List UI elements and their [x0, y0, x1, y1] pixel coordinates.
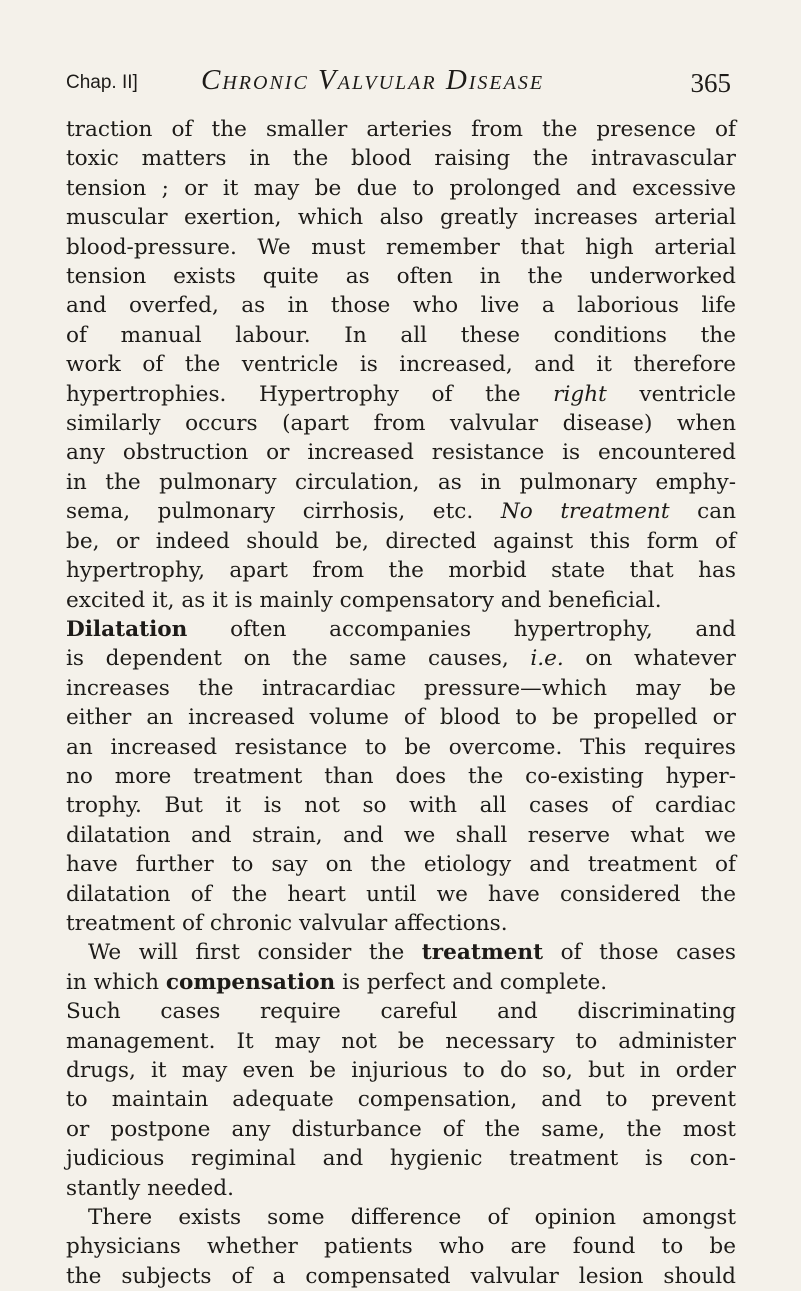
bold-term: compensation — [165, 969, 336, 995]
text-segment: on whatever — [563, 646, 736, 672]
text-line — [66, 174, 736, 203]
text-line — [66, 115, 736, 144]
text-line — [66, 821, 736, 850]
text-segment: either an increased volume of blood to be propelled or — [66, 705, 736, 731]
text-line — [66, 791, 736, 820]
text-segment: can — [669, 499, 736, 525]
page-number: 365 — [690, 68, 731, 98]
text-segment: is dependent on the same causes, — [66, 646, 531, 672]
text-line — [66, 1174, 736, 1203]
body-text — [66, 115, 736, 1291]
text-line — [66, 703, 736, 732]
text-segment: any obstruction or increased resistance is encountered — [66, 440, 736, 466]
bold-term: Dilatation — [66, 616, 188, 642]
text-line — [66, 350, 736, 379]
text-segment: sema, pulmonary cirrhosis, etc. — [66, 499, 501, 525]
text-line — [66, 644, 736, 673]
text-segment: in the pulmonary circulation, as in pulmonary emphy- — [66, 469, 736, 495]
text-line — [66, 1027, 736, 1056]
text-line — [66, 291, 736, 320]
text-line — [66, 880, 736, 909]
text-line — [66, 409, 736, 438]
text-segment: in which — [66, 969, 166, 995]
text-segment: tension ; or it may be due to prolonged and excessive — [66, 175, 736, 201]
text-segment: be, or indeed should be, directed against this form of — [66, 528, 736, 554]
text-line — [66, 556, 736, 585]
bold-term: treatment — [421, 940, 544, 966]
text-segment: muscular exertion, which also greatly increases arterial — [66, 205, 736, 231]
text-line — [66, 1085, 736, 1114]
text-line — [66, 909, 736, 938]
text-segment: work of the ventricle is increased, and it therefore — [66, 352, 736, 378]
text-line — [66, 438, 736, 467]
text-segment: of manual labour. In all these conditions the — [66, 322, 736, 348]
chapter-label: Chap. II] — [66, 72, 138, 93]
running-header — [66, 58, 731, 106]
text-segment: dilatation and strain, and we shall reserve what we — [66, 822, 736, 848]
text-line — [66, 262, 736, 291]
text-line — [66, 674, 736, 703]
text-line — [66, 203, 736, 232]
text-segment: tension exists quite as often in the underworked — [66, 264, 736, 290]
text-segment: of those cases — [543, 940, 736, 966]
text-line — [66, 615, 736, 644]
italic-text: No treatment — [500, 499, 670, 525]
text-line — [66, 144, 736, 173]
text-segment: blood-pressure. We must remember that high arterial — [66, 234, 736, 260]
text-line — [66, 850, 736, 879]
text-segment: dilatation of the heart until we have considered the — [66, 881, 736, 907]
text-segment: have further to say on the etiology and treatment of — [66, 852, 736, 878]
text-line — [66, 762, 736, 791]
italic-text: i.e. — [530, 646, 564, 672]
text-segment: trophy. But it is not so with all cases of cardiac — [66, 793, 736, 819]
text-line — [66, 1262, 736, 1291]
text-segment: Such cases require careful and discriminating — [66, 999, 736, 1025]
text-segment: stantly needed. — [66, 1175, 234, 1201]
text-line — [66, 497, 736, 526]
text-line — [66, 1056, 736, 1085]
running-title: Chronic Valvular Disease — [201, 64, 545, 96]
text-line — [66, 233, 736, 262]
text-line — [66, 997, 736, 1026]
text-segment: excited it, as it is mainly compensatory and beneficial. — [66, 587, 662, 613]
text-segment: is perfect and complete. — [335, 969, 608, 995]
text-segment: often accompanies hypertrophy, and — [187, 616, 736, 642]
text-segment: physicians whether patients who are found to be — [66, 1234, 736, 1260]
text-segment: an increased resistance to be overcome. This requires — [66, 734, 736, 760]
text-segment: There exists some difference of opinion amongst — [88, 1205, 736, 1231]
text-segment: or postpone any disturbance of the same, the most — [66, 1116, 736, 1142]
text-segment: ventricle — [606, 381, 736, 407]
text-line — [66, 380, 736, 409]
text-segment: the subjects of a compensated valvular lesion should — [66, 1263, 736, 1289]
text-line — [66, 968, 736, 997]
text-segment: hypertrophy, apart from the morbid state that has — [66, 558, 736, 584]
text-line — [66, 586, 736, 615]
text-segment: We will first consider the — [88, 940, 422, 966]
text-segment: hypertrophies. Hypertrophy of the — [66, 381, 554, 407]
text-segment: and overfed, as in those who live a laborious life — [66, 293, 736, 319]
text-line — [66, 733, 736, 762]
italic-text: right — [553, 381, 607, 407]
text-segment: drugs, it may even be injurious to do so, but in order — [66, 1058, 736, 1083]
text-segment: traction of the smaller arteries from the presence of — [66, 117, 736, 142]
text-segment: no more treatment than does the co-existing hyper- — [66, 763, 736, 789]
text-segment: treatment of chronic valvular affections. — [66, 910, 508, 936]
text-line — [66, 321, 736, 350]
text-segment: management. It may not be necessary to administer — [66, 1028, 736, 1054]
text-segment: to maintain adequate compensation, and to prevent — [66, 1087, 736, 1113]
text-segment: similarly occurs (apart from valvular disease) when — [66, 411, 736, 437]
text-segment: judicious regiminal and hygienic treatment is con- — [66, 1146, 736, 1172]
text-line — [66, 1115, 736, 1144]
text-line — [66, 1144, 736, 1173]
text-line — [66, 527, 736, 556]
text-line — [66, 1203, 736, 1232]
text-line — [66, 1232, 736, 1261]
text-segment: increases the intracardiac pressure—which may be — [66, 675, 736, 701]
text-line — [66, 938, 736, 967]
text-segment: toxic matters in the blood raising the intravascular — [66, 146, 736, 172]
text-line — [66, 468, 736, 497]
